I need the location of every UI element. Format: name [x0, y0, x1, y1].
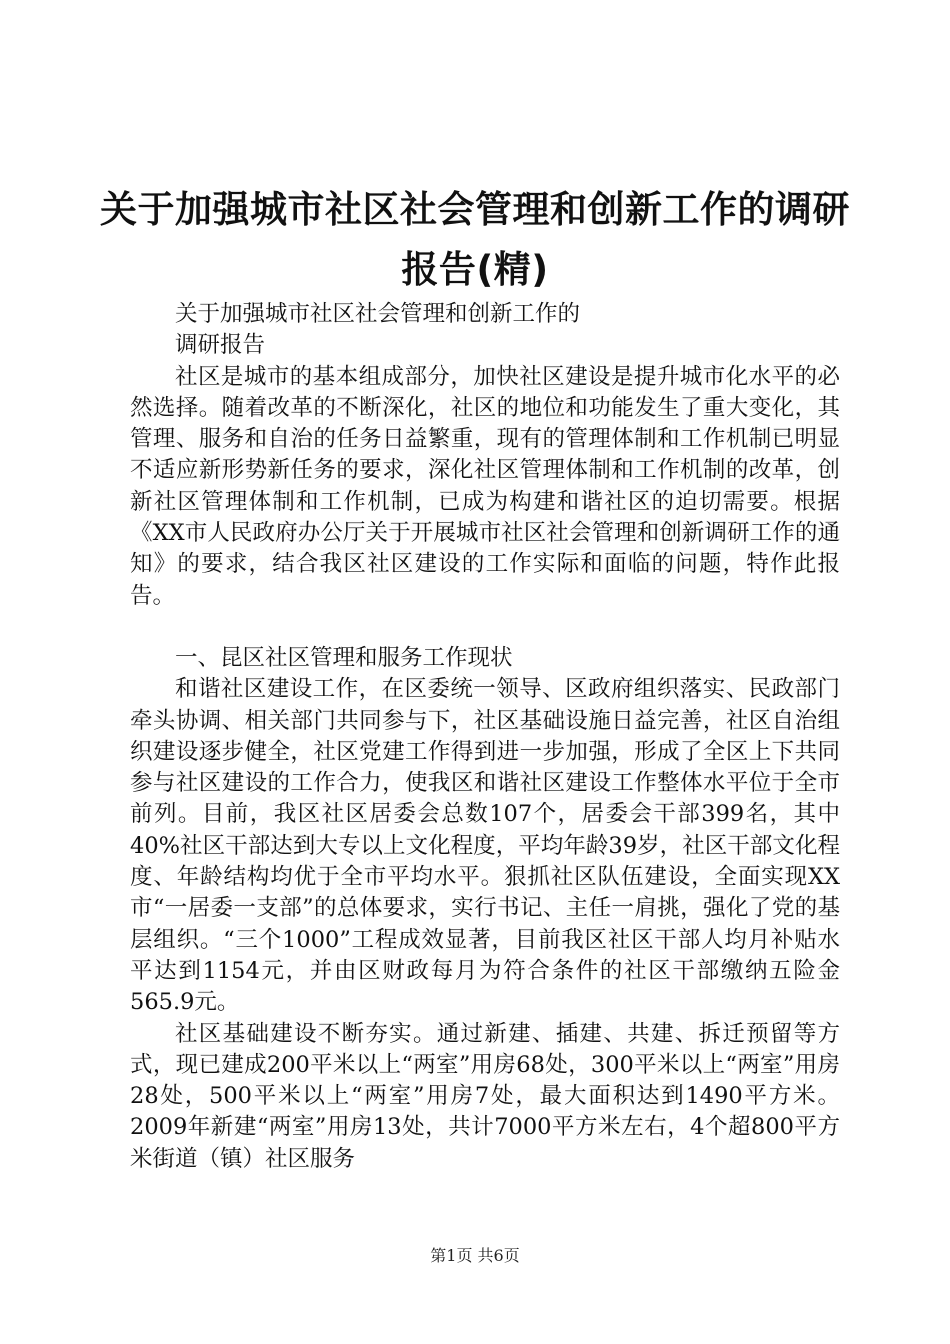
page-number: 第1页 共6页 — [430, 1246, 520, 1265]
subtitle-line-1: 关于加强城市社区社会管理和创新工作的 — [175, 301, 581, 327]
title-line-2: 报告(精) — [401, 248, 549, 291]
paragraph-infrastructure: 社区基础建设不断夯实。通过新建、插建、共建、拆迁预留等方式，现已建成200平米以上“两室”用房68处，300平米以上“两室”用房28处，500平米以上“两室”用房7处，最大面积达到1490平方米。2009年新建“两室”用房13处，共计7000平方米左右，4个超800平方米街道（镇）社区服务 — [130, 1020, 840, 1172]
subtitle-line-2: 调研报告 — [175, 332, 266, 359]
document-body — [130, 299, 840, 1175]
paragraph-status: 和谐社区建设工作，在区委统一领导、区政府组织落实、民政部门牵头协调、相关部门共同参与下，社区基础设施日益完善，社区自治组织建设逐步健全，社区党建工作得到进一步加强，形成了全区上下共同参与社区建设的工作合力，使我区和谐社区建设工作整体水平位于全市前列。目前，我区社区居委会总数107个，居委会干部399名，其中40%社区干部达到大专以上文化程度，平均年龄39岁，社区干部文化程度、年龄结构均优于全市平均水平。狠抓社区队伍建设，全面实现XX市“一居委一支部”的总体要求，实行书记、主任一肩挑，强化了党的基层组织。“三个1000”工程成效显著，目前我区社区干部人均月补贴水平达到1154元，并由区财政每月为符合条件的社区干部缴纳五险金565.9元。 — [130, 676, 840, 1016]
document-title — [100, 180, 850, 300]
title-line-1: 关于加强城市社区社会管理和创新工作的调研 — [100, 188, 850, 231]
section-heading: 一、昆区社区管理和服务工作现状 — [175, 644, 513, 671]
paragraph-intro: 社区是城市的基本组成部分，加快社区建设是提升城市化水平的必然选择。随着改革的不断深化，社区的地位和功能发生了重大变化，其管理、服务和自治的任务日益繁重，现有的管理体制和工作机制已明显不适应新形势新任务的要求，深化社区管理体制和工作机制的改革，创新社区管理体制和工作机制，已成为构建和谐社区的迫切需要。根据《XX市人民政府办公厅关于开展城市社区社会管理和创新调研工作的通知》的要求，结合我区社区建设的工作实际和面临的问题，特作此报告。 — [130, 363, 840, 609]
